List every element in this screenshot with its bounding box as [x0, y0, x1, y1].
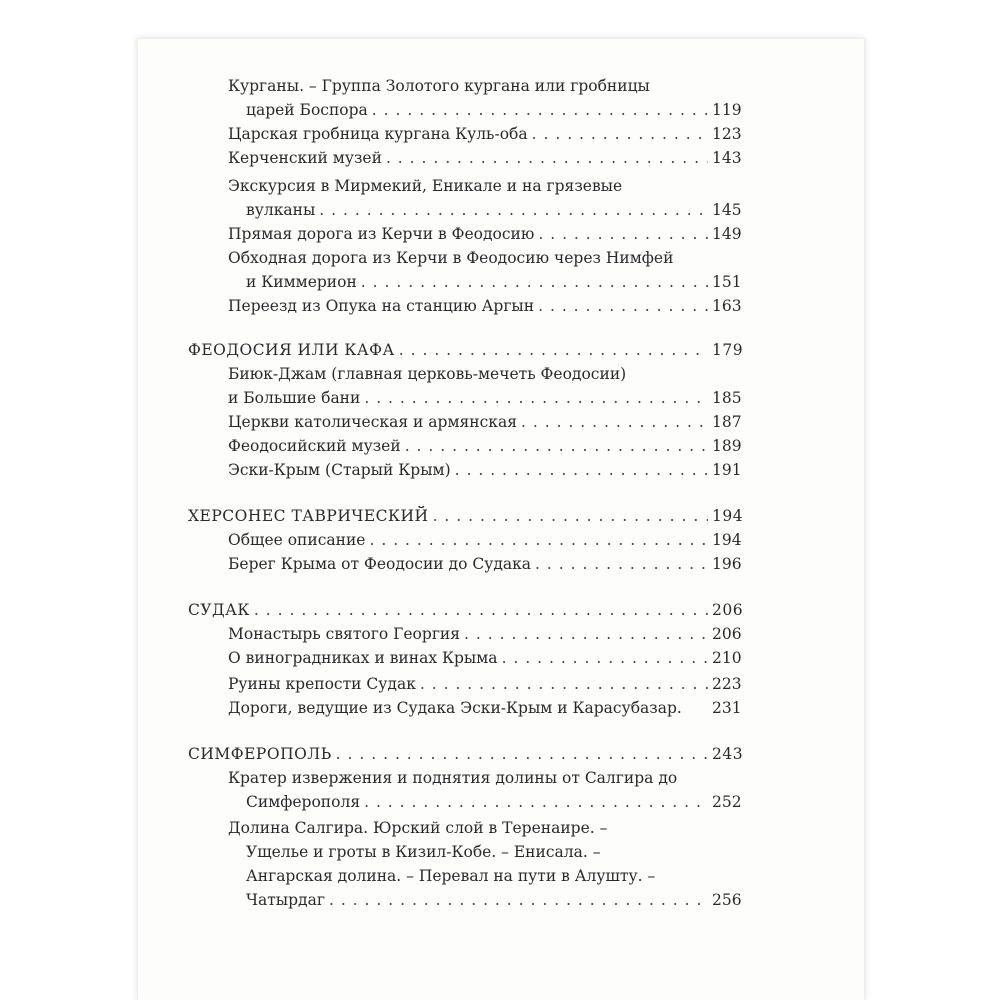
toc-entry	[188, 622, 740, 646]
toc-entry	[188, 174, 740, 198]
toc-page-number: 123	[712, 125, 742, 143]
toc-entry-title: Симферополя	[246, 793, 361, 811]
toc-entry-title: царей Боспора	[246, 101, 368, 119]
toc-leader-dots	[535, 552, 708, 576]
toc-page-number: 206	[712, 625, 742, 643]
toc-entry	[188, 434, 740, 458]
toc-entry	[188, 362, 740, 386]
toc-leader-dots	[364, 790, 708, 814]
toc-entry-title: Феодосийский музей	[228, 437, 401, 455]
toc-page-number: 163	[712, 297, 742, 315]
toc-entry-title: вулканы	[246, 201, 316, 219]
toc-page-number: 145	[712, 201, 742, 219]
toc-entry-title: СИМФЕРОПОЛЬ	[188, 745, 332, 763]
toc-leader-dots	[538, 294, 708, 318]
toc-entry-title: Переезд из Опука на станцию Аргын	[228, 297, 535, 315]
toc-page-number: 256	[712, 891, 742, 909]
toc-chapter-entry	[188, 504, 744, 528]
toc-page-number: 179	[712, 341, 744, 359]
toc-entry-title: и Киммерион	[246, 273, 357, 291]
toc-entry-title: Биюк-Джам (главная церковь-мечеть Феодосии)	[228, 365, 627, 383]
toc-entry-title: ФЕОДОСИЯ ИЛИ КАФА	[188, 341, 395, 359]
toc-entry-title: Общее описание	[228, 531, 366, 549]
toc-leader-dots	[319, 198, 708, 222]
toc-leader-dots	[254, 598, 708, 622]
toc-entry	[188, 270, 740, 294]
toc-page-number: 151	[712, 273, 742, 291]
toc-entry-title: Ущелье и гроты в Кизил-Кобе. – Енисала. –	[246, 843, 601, 861]
toc-page-number: 196	[712, 555, 742, 573]
toc-entry	[188, 122, 740, 146]
toc-page-number: 119	[712, 101, 742, 119]
toc-page-number: 187	[712, 413, 742, 431]
toc-leader-dots	[521, 410, 708, 434]
toc-leader-dots	[364, 386, 708, 410]
toc-entry	[188, 790, 740, 814]
toc-entry-title: Дороги, ведущие из Судака Эски-Крым и Карасубазар.	[228, 699, 682, 717]
toc-leader-dots	[405, 434, 708, 458]
toc-page-number: 185	[712, 389, 742, 407]
toc-entry	[188, 386, 740, 410]
toc-entry-title: СУДАК	[188, 601, 250, 619]
toc-page-number: 210	[712, 649, 742, 667]
toc-entry	[188, 888, 740, 912]
toc-entry	[188, 552, 740, 576]
toc-entry	[188, 410, 740, 434]
toc-entry	[188, 646, 740, 670]
toc-page-number: 149	[712, 225, 742, 243]
toc-leader-dots	[369, 528, 708, 552]
toc-entry-title: Монастырь святого Георгия	[228, 625, 461, 643]
toc-entry	[188, 98, 740, 122]
toc-entry	[188, 74, 740, 98]
toc-page-number: 223	[712, 675, 742, 693]
toc-entry	[188, 816, 740, 840]
toc-page-number: 243	[712, 745, 744, 763]
toc-leader-dots	[336, 742, 708, 766]
toc-entry-title: Керченский музей	[228, 149, 382, 167]
toc-leader-dots	[538, 222, 708, 246]
toc-entry	[188, 222, 740, 246]
toc-leader-dots	[532, 122, 708, 146]
toc-leader-dots	[420, 672, 708, 696]
toc-entry-title: Долина Салгира. Юрский слой в Теренаире. –	[228, 819, 608, 837]
toc-entry	[188, 146, 740, 170]
toc-chapter-entry	[188, 598, 744, 622]
toc-entry	[188, 766, 740, 790]
toc-entry-title: Царская гробница кургана Куль-оба	[228, 125, 528, 143]
toc-leader-dots	[464, 622, 708, 646]
toc-entry-title: Руины крепости Судак	[228, 675, 416, 693]
toc-entry	[188, 198, 740, 222]
toc-leader-dots	[386, 146, 708, 170]
toc-page-number: 231	[712, 699, 742, 717]
toc-entry-title: Чатырдаг	[246, 891, 325, 909]
toc-entry	[188, 696, 740, 720]
toc-page-number: 252	[712, 793, 742, 811]
toc-entry-title: Обходная дорога из Керчи в Феодосию через Нимфей	[228, 249, 674, 267]
toc-page-number: 194	[712, 531, 742, 549]
toc-entry	[188, 528, 740, 552]
toc-page-number: 194	[712, 507, 744, 525]
toc-page-number: 189	[712, 437, 742, 455]
toc-entry-title: О виноградниках и винах Крыма	[228, 649, 498, 667]
toc-entry-title: Кратер извержения и поднятия долины от Салгира до	[228, 769, 678, 787]
toc-leader-dots	[502, 646, 708, 670]
toc-leader-dots	[433, 504, 708, 528]
toc-entry	[188, 864, 740, 888]
toc-entry	[188, 840, 740, 864]
toc-entry-title: Прямая дорога из Керчи в Феодосию	[228, 225, 535, 243]
toc-leader-dots	[399, 338, 708, 362]
toc-leader-dots	[329, 888, 708, 912]
toc-page-number: 191	[712, 461, 742, 479]
toc-entry-title: Берег Крыма от Феодосии до Судака	[228, 555, 532, 573]
toc-leader-dots	[372, 98, 708, 122]
toc-chapter-entry	[188, 742, 744, 766]
toc-entry-title: Экскурсия в Мирмекий, Еникале и на грязевые	[228, 177, 623, 195]
toc-entry	[188, 294, 740, 318]
toc-entry	[188, 672, 740, 696]
toc-entry	[188, 246, 740, 270]
toc-entry-title: Ангарская долина. – Перевал на пути в Алушту. –	[246, 867, 656, 885]
toc-entry-title: Эски-Крым (Старый Крым)	[228, 461, 451, 479]
toc-entry	[188, 458, 740, 482]
toc-leader-dots	[361, 270, 708, 294]
toc-page-number: 143	[712, 149, 742, 167]
toc-page-number: 206	[712, 601, 744, 619]
toc-entry-title: Церкви католическая и армянская	[228, 413, 518, 431]
toc-entry-title: и Большие бани	[228, 389, 361, 407]
toc-entry-title: Курганы. – Группа Золотого кургана или гробницы	[228, 77, 650, 95]
toc-chapter-entry	[188, 338, 744, 362]
toc-leader-dots	[455, 458, 708, 482]
toc-entry-title: ХЕРСОНЕС ТАВРИЧЕСКИЙ	[188, 507, 429, 525]
